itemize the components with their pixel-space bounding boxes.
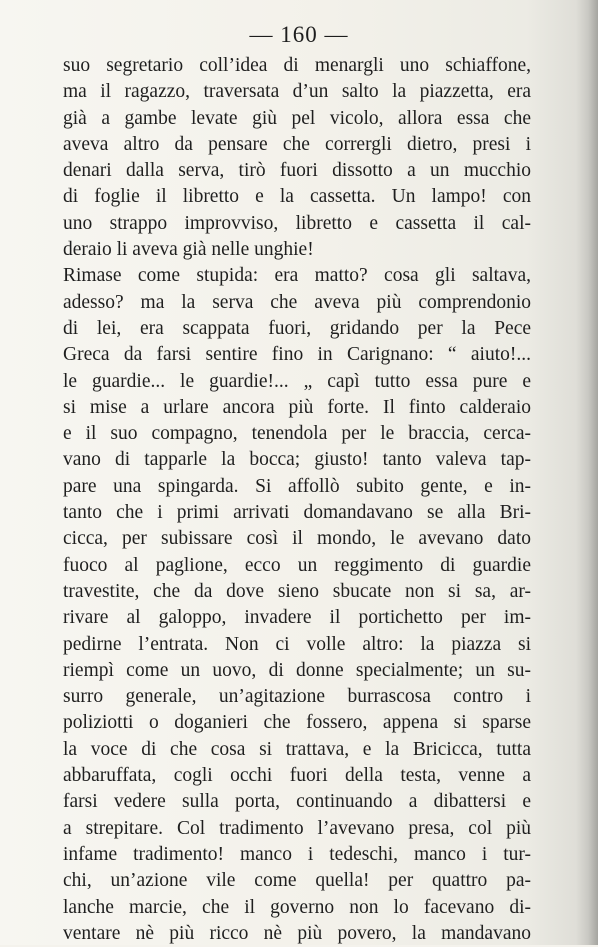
text-line: denari dalla serva, tirò fuori dissotto a un mucchio: [63, 160, 531, 182]
text-line: abbaruffata, cogli occhi fuori della testa, venne a: [63, 765, 531, 787]
text-line: le guardie... le guardie!... „ capì tutto essa pure e: [63, 370, 531, 392]
text-line: pedirne l’entrata. Non ci volle altro: la piazza si: [63, 633, 531, 655]
page-number: — 160 —: [249, 22, 349, 47]
text-line: travestite, che da dove sieno sbucate non si sa, ar-: [63, 580, 531, 602]
text-line: già a gambe levate giù pel vicolo, allora essa che: [63, 107, 531, 129]
text-line: infame tradimento! manco i tedeschi, manco i tur-: [63, 843, 531, 865]
text-line: a strepitare. Col tradimento l’avevano presa, col più: [63, 817, 531, 839]
text-line: si mise a urlare ancora più forte. Il finto calderaio: [63, 396, 531, 418]
text-line: Greca da farsi sentire fino in Carignano: “ aiuto!...: [63, 344, 531, 366]
text-line: vano di tapparle la bocca; giusto! tanto valeva tap-: [63, 449, 531, 471]
text-line: Rimase come stupida: era matto? cosa gli saltava,: [63, 265, 531, 287]
text-line: cicca, per subissare così il mondo, le avevano dato: [63, 528, 531, 550]
body-text: [63, 53, 531, 947]
text-line: uno strappo improvviso, libretto e cassetta il cal-: [63, 212, 531, 234]
text-line: aveva altro da pensare che corrergli dietro, presi i: [63, 133, 531, 155]
text-line: rivare al galoppo, invadere il portichetto per im-: [63, 607, 531, 629]
text-line: e il suo compagno, tenendola per le braccia, cerca-: [63, 423, 531, 445]
text-line: di foglie il libretto e la cassetta. Un lampo! con: [63, 186, 531, 208]
text-line: chi, un’azione vile come quella! per quattro pa-: [63, 870, 531, 892]
text-line: ventare nè più ricco nè più povero, la mandavano: [63, 922, 531, 944]
text-line: lanche marcie, che il governo non lo facevano di-: [63, 896, 531, 918]
text-line: deraio li aveva già nelle unghie!: [63, 239, 314, 261]
text-line: adesso? ma la serva che aveva più comprendonio: [63, 291, 531, 313]
text-line: poliziotti o doganieri che fossero, appena si sparse: [63, 712, 531, 734]
text-line: ma il ragazzo, traversata d’un salto la piazzetta, era: [63, 81, 531, 103]
text-line: fuoco al paglione, ecco un reggimento di guardie: [63, 554, 531, 576]
text-line: pare una spingarda. Si affollò subito gente, e in-: [63, 475, 531, 497]
page-edge-shadow: [576, 0, 598, 945]
text-line: surro generale, un’agitazione burrascosa contro i: [63, 686, 531, 708]
text-line: di lei, era scappata fuori, gridando per la Pece: [63, 317, 531, 339]
text-line: tanto che i primi arrivati domandavano se alla Bri-: [63, 502, 531, 524]
text-line: farsi vedere sulla porta, continuando a dibattersi e: [63, 791, 531, 813]
text-line: la voce di che cosa si trattava, e la Bricicca, tutta: [63, 738, 531, 760]
text-line: suo segretario coll’idea di menargli uno schiaffone,: [63, 55, 531, 76]
text-line: riempì come un uovo, di donne specialmente; un su-: [63, 659, 531, 681]
